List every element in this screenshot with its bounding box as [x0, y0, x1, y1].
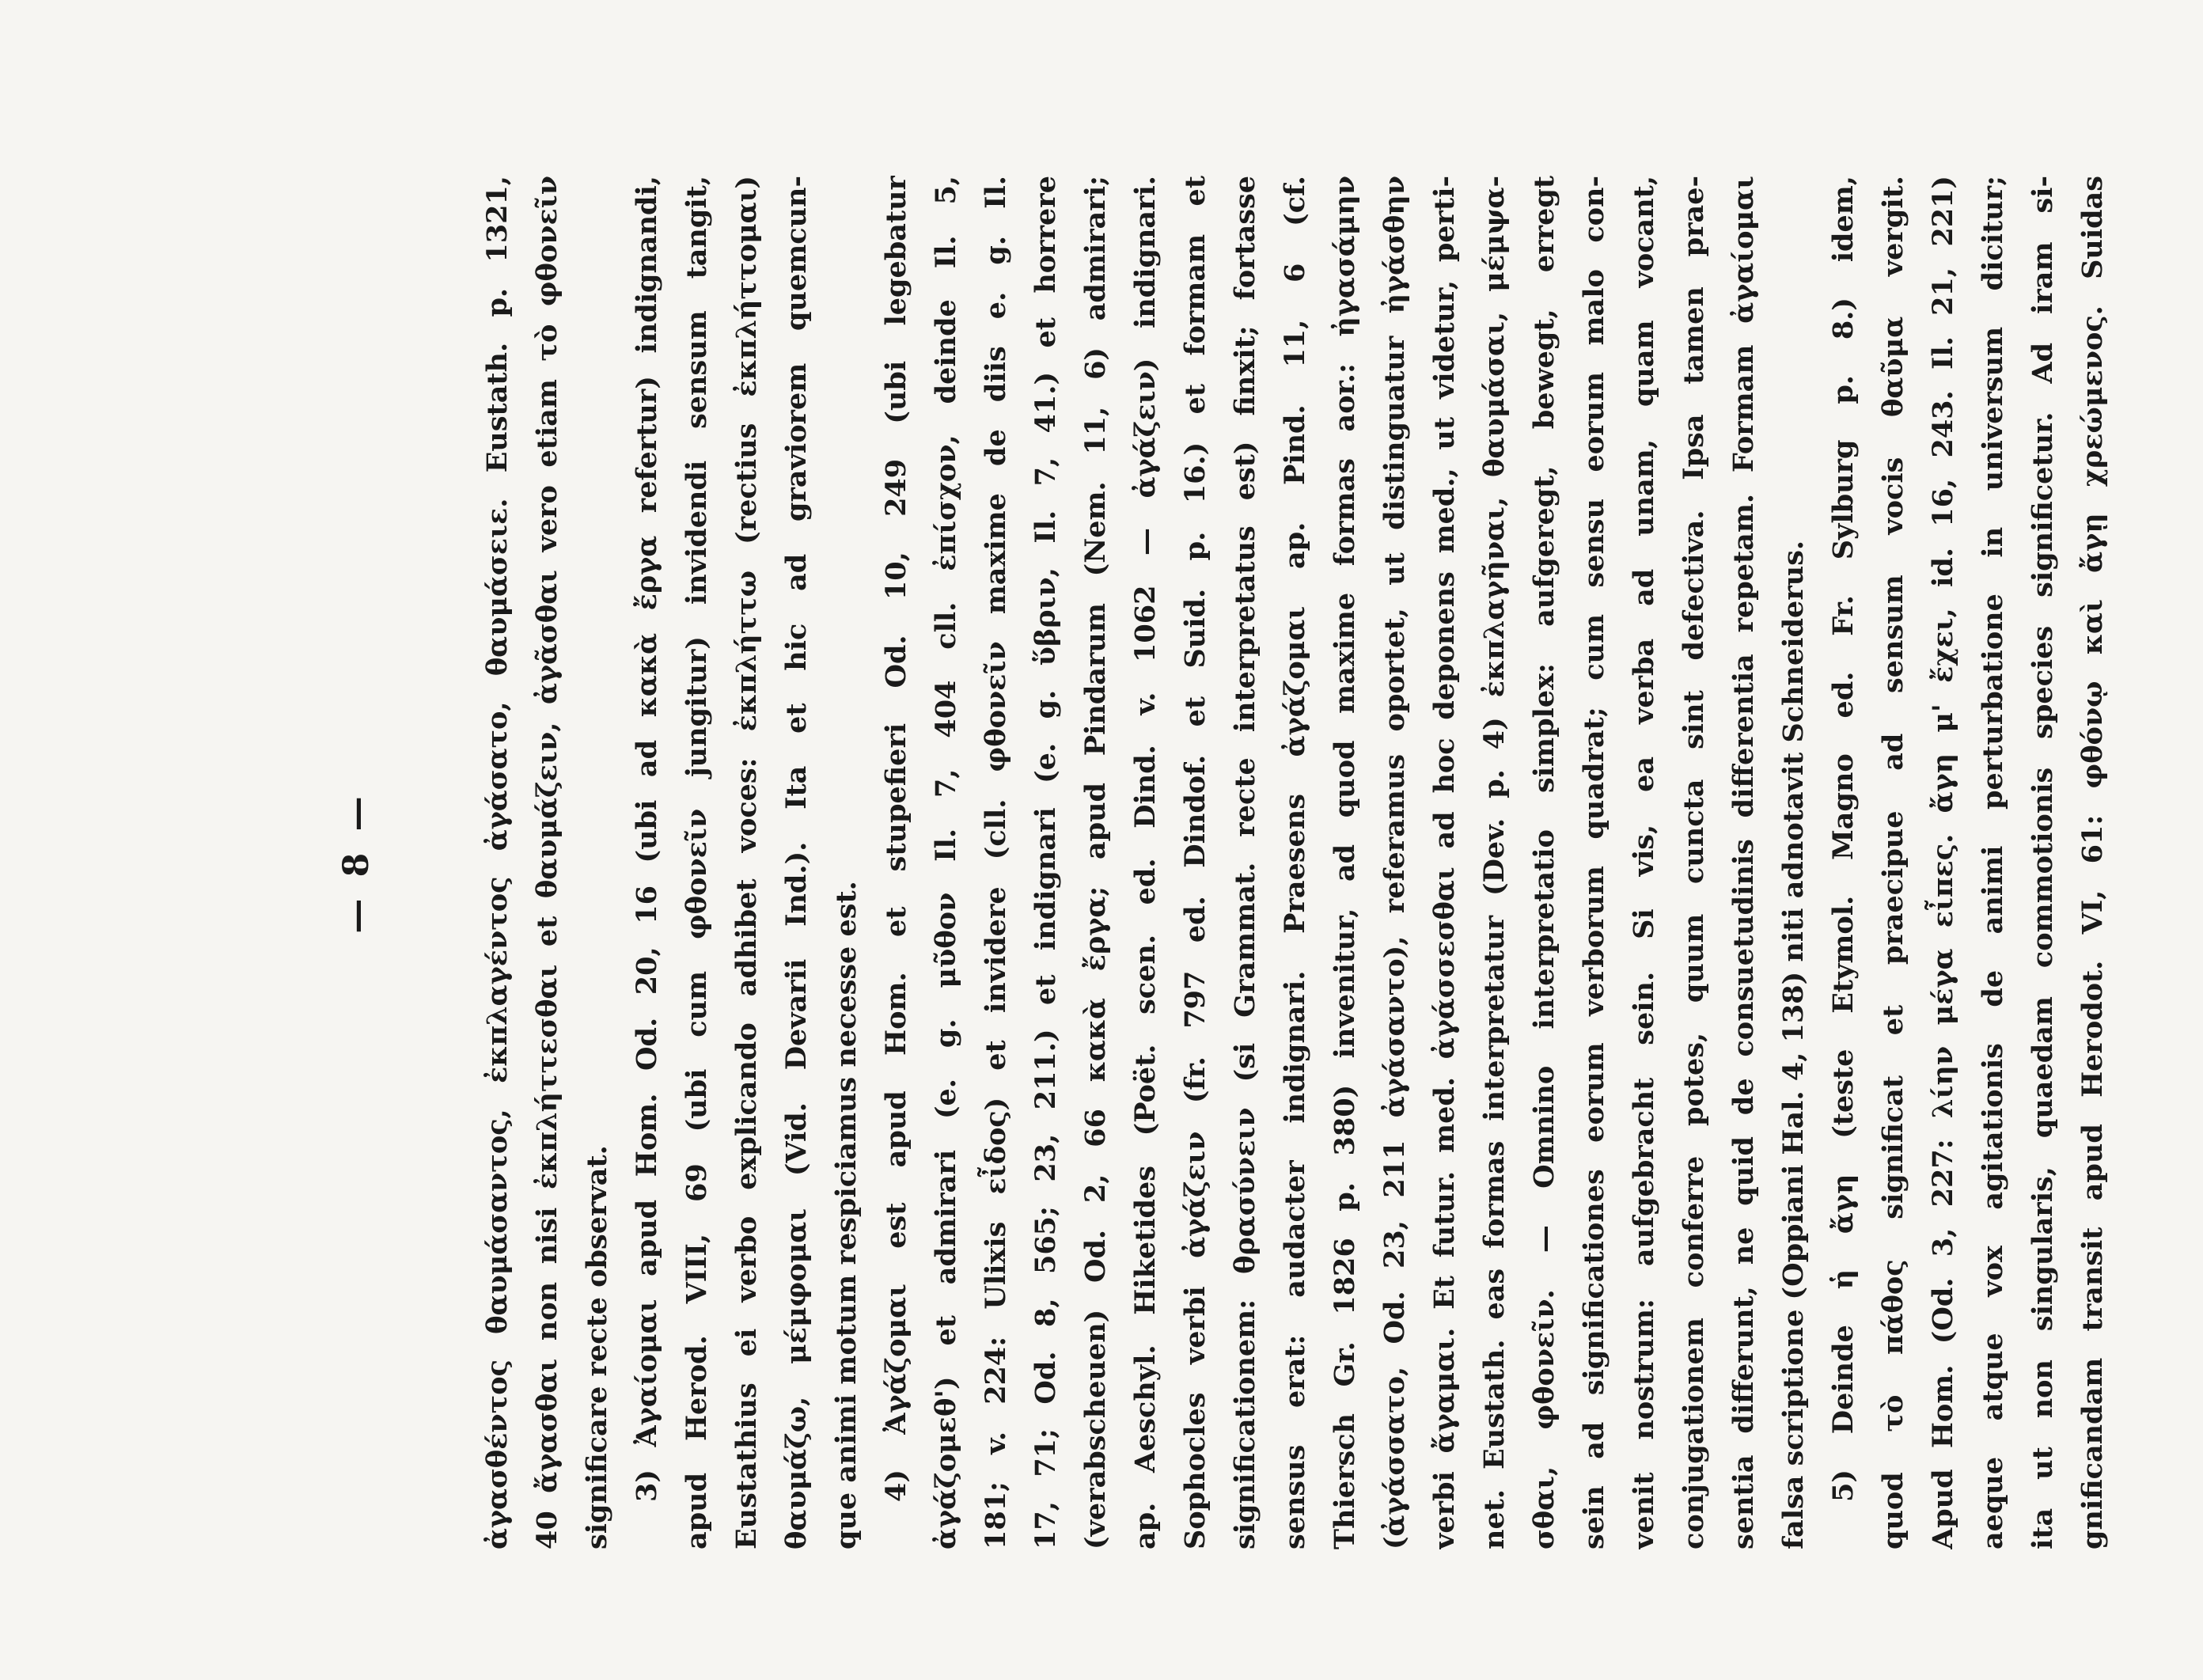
text-line: Sophocles verbi ἀγάζειν (fr. 797 ed. Dindof. et Suid. p. 16.) et formam et [1179, 176, 1211, 1549]
text-line: ita ut non singularis, quaedam commotionis species significetur. Ad iram si- [2027, 176, 2059, 1549]
rotated-book-page [322, 166, 2109, 1559]
body-text [472, 176, 2118, 1549]
page-number: — 8 — [336, 791, 377, 934]
text-line: (ἀγάσσατο, Od. 23, 211 ἀγάσαντο), referamus oportet, ut distinguatur ἠγάσθην [1378, 176, 1411, 1549]
text-line: net. Eustath. eas formas interpretatur (Dev. p. 4) ἐκπλαγῆναι, θαυμάσαι, μέμψα- [1478, 176, 1511, 1549]
text-line: sensus erat: audacter indignari. Praesens ἀγάζομαι ap. Pind. 11, 6 (cf. [1279, 176, 1311, 1549]
text-line: Eustathius ei verbo explicando adhibet voces: ἐκπλήττω (rectius ἐκπλήττομαι) [730, 176, 763, 1549]
text-line: 4) Ἀγάζομαι est apud Hom. et stupefieri Od. 10, 249 (ubi legebatur [880, 176, 912, 1502]
text-line: ἀγάζομεθ') et admirari (e. g. μῦθον Il. 7, 404 cll. ἐπίσχον, deinde Il. 5, [930, 176, 962, 1549]
text-line: significationem: θρασύνειν (si Grammat. recte interpretatus est) finxit; fortasse [1229, 176, 1261, 1549]
text-line: sentia differunt, ne quid de consuetudinis differentia repetam. Formam ἀγαίομαι [1727, 176, 1760, 1549]
text-line: σθαι, φθονεῖν. — Omnino interpretatio simplex: aufgeregt, bewegt, erregt [1528, 176, 1560, 1549]
text-line: conjugationem conferre potes, quum cuncta sint defectiva. Ipsa tamen prae- [1678, 176, 1710, 1549]
text-line: Thiersch Gr. 1826 p. 380) invenitur, ad quod maxime formas aor.: ἠγασάμην [1329, 176, 1361, 1549]
text-line: quod τὸ πάθος significat et praecipue ad sensum vocis θαῦμα vergit. [1877, 176, 1909, 1549]
text-line: verbi ἄγαμαι. Et futur. med. ἀγάσσεσθαι ad hoc deponens med., ut videtur, perti- [1428, 176, 1461, 1549]
text-line: θαυμάζω, μέμφομαι (Vid. Devarii Ind.). Ita et hic ad graviorem quemcun- [780, 176, 813, 1549]
text-line: ap. Aeschyl. Hiketides (Poët. scen. ed. Dind. v. 1062 — ἀγάζειν) indignari. [1129, 176, 1162, 1549]
text-line: falsa scriptione (Oppiani Hal. 4, 138) niti adnotavit Schneiderus. [1777, 540, 1810, 1549]
text-line: significare recte observat. [581, 1145, 613, 1549]
text-line: apud Herod. VIII, 69 (ubi cum φθονεῖν jungitur) invidendi sensum tangit, [681, 176, 713, 1549]
text-line: 3) Ἀγαίομαι apud Hom. Od. 20, 16 (ubi ad κακὰ ἔργα refertur) indignandi, [631, 176, 663, 1502]
text-line: 40 ἄγασθαι non nisi ἐκπλήττεσθαι et θαυμάζειν, ἀγᾶσθαι vero etiam τὸ φθονεῖν [531, 176, 563, 1549]
text-line: venit nostrum: aufgebracht sein. Si vis, ea verba ad unam, quam vocant, [1628, 176, 1660, 1549]
text-line: ἀγασθέντος θαυμάσαντος, ἐκπλαγέντος ἀγάσατο, θαυμάσειε. Eustath. p. 1321, [481, 176, 514, 1549]
text-line: 5) Deinde ἡ ἄγη (teste Etymol. Magno ed. Fr. Sylburg p. 8.) idem, [1827, 176, 1860, 1502]
text-line: que animi motum respiciamus necesse est. [830, 881, 863, 1549]
text-line: 181; v. 224: Ulixis εἶδος) et invidere (cll. φθονεῖν maxime de diis e. g. Il. [980, 176, 1012, 1549]
text-line: Apud Hom. (Od. 3, 227: λίην μέγα εἶπες. ἄγη μ' ἔχει, id. 16, 243. Il. 21, 221) [1927, 176, 1959, 1549]
text-line: aeque atque vox agitationis de animi perturbatione in universum dicitur; [1977, 176, 2009, 1549]
text-line: 17, 71; Od. 8, 565; 23, 211.) et indignari (e. g. ὕβριν, Il. 7, 41.) et horrere [1029, 176, 1062, 1549]
text-line: (verabscheuen) Od. 2, 66 κακὰ ἔργα; apud Pindarum (Nem. 11, 6) admirari; [1079, 176, 1112, 1549]
text-line: sein ad significationes eorum verborum quadrat; cum sensu eorum malo con- [1578, 176, 1610, 1549]
text-line: gnificandam transit apud Herodot. VI, 61: φθόνῳ καὶ ἄγῃ χρεώμενος. Suidas [2076, 176, 2109, 1549]
